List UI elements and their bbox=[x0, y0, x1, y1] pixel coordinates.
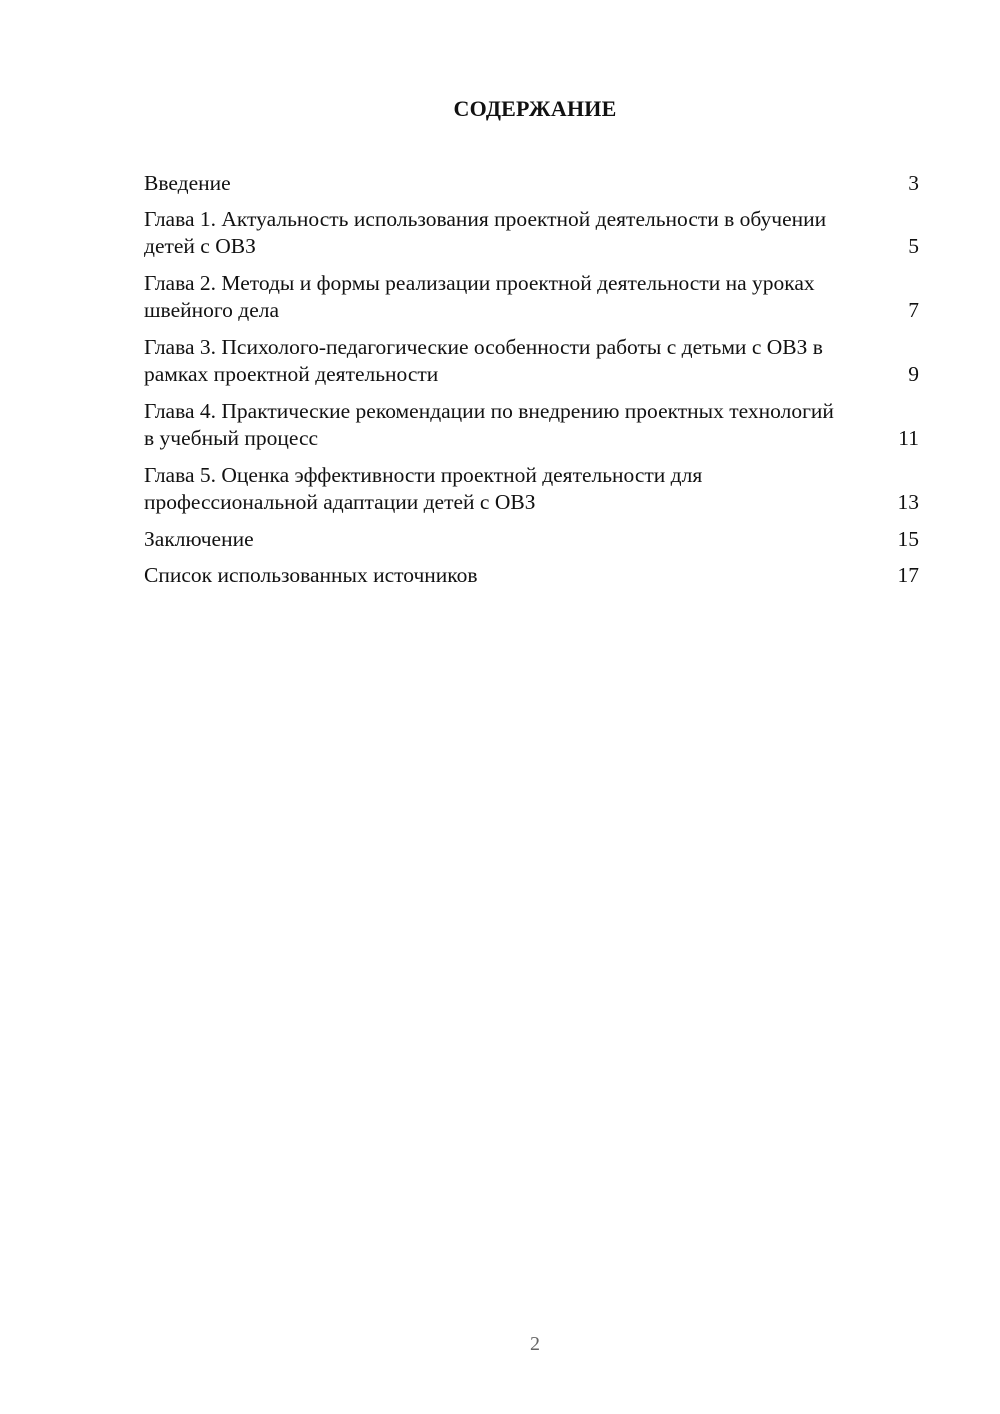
toc-entry-text: Список использованных источников bbox=[144, 563, 478, 587]
toc-entry-page: 13 bbox=[897, 490, 919, 514]
toc-entry-text: Глава 2. Методы и формы реализации проектной деятельности на уроках швейного дела bbox=[144, 271, 815, 322]
toc-entry-chapter-4 bbox=[144, 398, 919, 452]
toc-entry-text: Глава 4. Практические рекомендации по внедрению проектных технологий в учебный процесс bbox=[144, 399, 834, 450]
toc-entry-chapter-2 bbox=[144, 270, 919, 324]
toc-entry-page: 3 bbox=[908, 171, 919, 195]
toc-entry-conclusion bbox=[144, 526, 919, 553]
toc-entry-text: Глава 1. Актуальность использования проектной деятельности в обучении детей с ОВЗ bbox=[144, 207, 827, 258]
toc-entry-chapter-3 bbox=[144, 334, 919, 388]
toc-entry-text: Введение bbox=[144, 171, 231, 195]
page-number: 2 bbox=[530, 1333, 540, 1355]
toc-entry-page: 11 bbox=[898, 426, 919, 450]
table-of-contents bbox=[144, 170, 919, 598]
toc-entry-page: 9 bbox=[908, 362, 919, 386]
toc-entry-chapter-5 bbox=[144, 462, 919, 516]
toc-entry-chapter-1 bbox=[144, 206, 919, 260]
toc-entry-text: Глава 5. Оценка эффективности проектной деятельности для профессиональной адаптации детей с ОВЗ bbox=[144, 463, 703, 514]
toc-entry-page: 5 bbox=[908, 234, 919, 258]
toc-entry-text: Заключение bbox=[144, 527, 254, 551]
toc-title: СОДЕРЖАНИЕ bbox=[453, 96, 617, 121]
toc-entry-page: 17 bbox=[897, 563, 919, 587]
toc-entry-references bbox=[144, 562, 919, 589]
toc-entry-page: 15 bbox=[897, 527, 919, 551]
toc-entry-text: Глава 3. Психолого-педагогические особенности работы с детьми с ОВЗ в рамках проектной деятельности bbox=[144, 335, 823, 386]
toc-entry-page: 7 bbox=[908, 298, 919, 322]
toc-entry-introduction bbox=[144, 170, 919, 197]
